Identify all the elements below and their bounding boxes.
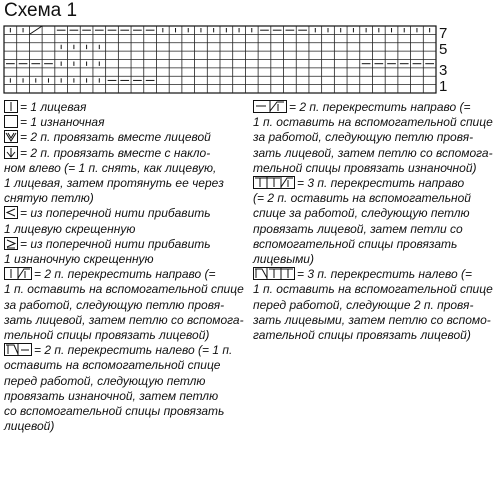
row-number-7: 7 — [439, 25, 448, 42]
legend-text-continued: перед работой, следующие 2 п. провя- — [253, 297, 474, 312]
cr2r-p-symbol-icon — [253, 100, 287, 113]
legend-text-continued: 1 п. оставить на вспомогательной спице — [4, 282, 244, 297]
legend-text-continued: зать лицевой, затем петлю со вспомога- — [4, 312, 244, 327]
legend-text-continued: зать лицевой, затем петлю со вспомога- — [253, 145, 493, 160]
knit-symbol-icon — [4, 100, 18, 113]
m1k-symbol-icon — [4, 206, 18, 219]
legend-text-continued: снятую петлю) — [4, 191, 94, 206]
ssk-symbol-icon — [4, 146, 18, 159]
legend-text: = 3 п. перекрестить налево (= — [297, 267, 473, 282]
row-number-3: 3 — [439, 62, 448, 79]
cr3l-symbol-icon — [253, 267, 295, 280]
legend-text: = 1 лицевая — [20, 100, 87, 114]
legend-left-item-m1p — [4, 237, 249, 252]
cr2l-p-symbol-icon — [4, 343, 32, 356]
legend-text: = из поперечной нити прибавить — [20, 206, 211, 221]
legend-text-continued: вспомогательной спицы провязать — [253, 236, 458, 251]
legend-right-item-cr3l — [253, 267, 498, 282]
legend-text-continued: 1 изнаночную скрещенную — [4, 252, 154, 267]
legend-text-continued: 1 п. оставить на вспомогательной спице — [253, 282, 493, 297]
legend-text-continued: со вспомогательной спицы провязать — [4, 404, 225, 419]
legend-text-continued: 1 п. оставить на вспомогательной спице — [253, 115, 493, 130]
legend-text: = из поперечной нити прибавить — [20, 236, 211, 251]
legend-text-continued: спице за работой, следующую петлю — [253, 206, 470, 221]
legend-text-continued: провязать лицевой, затем петли со — [253, 221, 463, 236]
legend-text: = 2 п. перекрестить направо (= — [289, 100, 471, 114]
legend-left-item-cr2l_p — [4, 343, 249, 358]
legend-right-item-cr3r — [253, 176, 498, 191]
legend-text: = 2 п. провязать вместе с накло- — [20, 145, 211, 160]
legend-text: = 3 п. перекрестить направо — [297, 176, 465, 191]
cr3r-symbol-icon — [253, 176, 295, 189]
legend-left-item-ssk — [4, 146, 249, 161]
legend-text: = 2 п. провязать вместе лицевой — [20, 130, 211, 145]
legend-text-continued: тельной спицы провязать изнаночной) — [253, 160, 477, 175]
legend-text-continued: ном влево (= 1 п. снять, как лицевую, — [4, 160, 217, 175]
legend-text-continued: гательной спицы провязать лицевой) — [253, 328, 471, 343]
knitting-chart — [0, 0, 500, 100]
legend-text-continued: лицевой) — [4, 419, 55, 434]
legend-text: = 2 п. перекрестить налево (= 1 п. — [34, 343, 233, 358]
legend-left-column — [4, 100, 249, 434]
legend-text-continued: перед работой, следующую петлю — [4, 373, 206, 388]
row-number-5: 5 — [439, 41, 448, 58]
legend-left-item-purl — [4, 115, 249, 130]
legend-text-continued: провязать изнаночной, затем петлю — [4, 388, 219, 403]
legend-text-continued: оставить на вспомогательной спице — [4, 358, 221, 373]
legend-right-column — [253, 100, 498, 343]
legend-text: = 2 п. перекрестить направо (= — [34, 267, 216, 282]
legend-right-item-cr2r_p — [253, 100, 498, 115]
legend-text: = 1 изнаночная — [20, 115, 105, 130]
legend-left-item-cr2r_k — [4, 267, 249, 282]
chart-title: Схема 1 — [4, 0, 78, 21]
legend-text-continued: за работой, следующую петлю провя- — [4, 297, 225, 312]
legend-text-continued: зать лицевыми, затем петлю со вспомо- — [253, 312, 491, 327]
legend-text-continued: (= 2 п. оставить на вспомогательной — [253, 191, 471, 206]
k2tog-symbol-icon — [4, 130, 18, 143]
legend-text-continued: 1 лицевую скрещенную — [4, 221, 136, 236]
legend-left-item-knit — [4, 100, 249, 115]
row-number-1: 1 — [439, 78, 448, 95]
m1p-symbol-icon — [4, 237, 18, 250]
legend-left-item-m1k — [4, 206, 249, 221]
legend-text-continued: за работой, следующую петлю провя- — [253, 130, 474, 145]
legend-text-continued: тельной спицы провязать лицевой) — [4, 328, 210, 343]
legend-left-item-k2tog — [4, 130, 249, 145]
cr2r-k-symbol-icon — [4, 267, 32, 280]
legend-text-continued: лицевыми) — [253, 252, 314, 267]
legend-text-continued: 1 лицевая, затем протянуть ее через — [4, 176, 224, 191]
purl-symbol-icon — [4, 115, 18, 128]
